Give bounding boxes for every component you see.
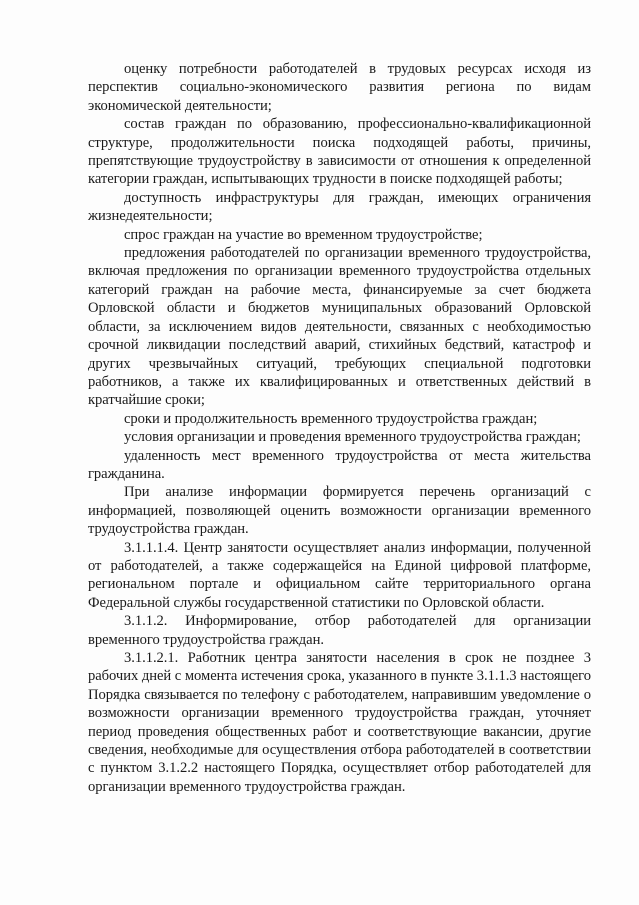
paragraph-3-1-1-2: 3.1.1.2. Информирование, отбор работодателей для организации временного трудоустройства граждан. <box>88 613 591 648</box>
paragraph-3-1-1-1-4: 3.1.1.1.4. Центр занятости осуществляет анализ информации, полученной от работодателей, а также содержащейся на Единой цифровой платформе, региональном портале и официальном сайте территориального органа Федеральной службы государственной статистики по Орловской области. <box>88 539 591 611</box>
paragraph-conditions: условия организации и проведения временного трудоустройства граждан; <box>124 429 581 446</box>
paragraph-citizens-composition: состав граждан по образованию, профессионально-квалификационной структуре, продолжительности поиска подходящей работы, причины, препятствующие трудоустройству в зависимости от отношения к определенной категории граждан, испытывающих трудности в поиске подходящей работы; <box>88 116 591 188</box>
paragraph-demand: спрос граждан на участие во временном трудоустройстве; <box>124 226 483 243</box>
paragraph-labor-demand: оценку потребности работодателей в трудовых ресурсах исходя из перспектив социально-экономического развития региона по видам экономической деятельности; <box>88 61 591 114</box>
paragraph-analysis: При анализе информации формируется перечень организаций с информацией, позволяющей оценить возможности организации временного трудоустройства граждан. <box>88 484 591 538</box>
paragraph-3-1-1-2-1: 3.1.1.2.1. Работник центра занятости населения в срок не позднее 3 рабочих дней с момента истечения срока, указанного в пункте 3.1.1.3 настоящего Порядка связывается по телефону с работодателем, направившим уведомление о возможности организации временного трудоустройства граждан, уточняет период проведения общественных работ и соответствующие вакансии, другие сведения, необходимые для осуществления отбора работодателей в соответствии с пунктом 3.1.2.2 настоящего Порядка, осуществляет отбор работодателей для организации временного трудоустройства граждан. <box>88 650 591 795</box>
document-body <box>88 60 591 796</box>
paragraph-terms: сроки и продолжительность временного трудоустройства граждан; <box>124 410 538 427</box>
paragraph-employer-offers: предложения работодателей по организации временного трудоустройства, включая предложения по организации временного трудоустройства отдельных категорий граждан на рабочие места, финансируемые за счет бюджета Орловской области и бюджетов муниципальных образований Орловской области, за исключением видов деятельности, связанных с необходимостью срочной ликвидации последствий аварий, стихийных бедствий, катастроф и других чрезвычайных ситуаций, требующих специальной подготовки работников, а также их квалифицированных и ответственных действий в кратчайшие сроки; <box>88 245 591 409</box>
paragraph-distance: удаленность мест временного трудоустройства от места жительства гражданина. <box>88 447 591 482</box>
paragraph-infrastructure: доступность инфраструктуры для граждан, имеющих ограничения жизнедеятельности; <box>88 189 591 225</box>
